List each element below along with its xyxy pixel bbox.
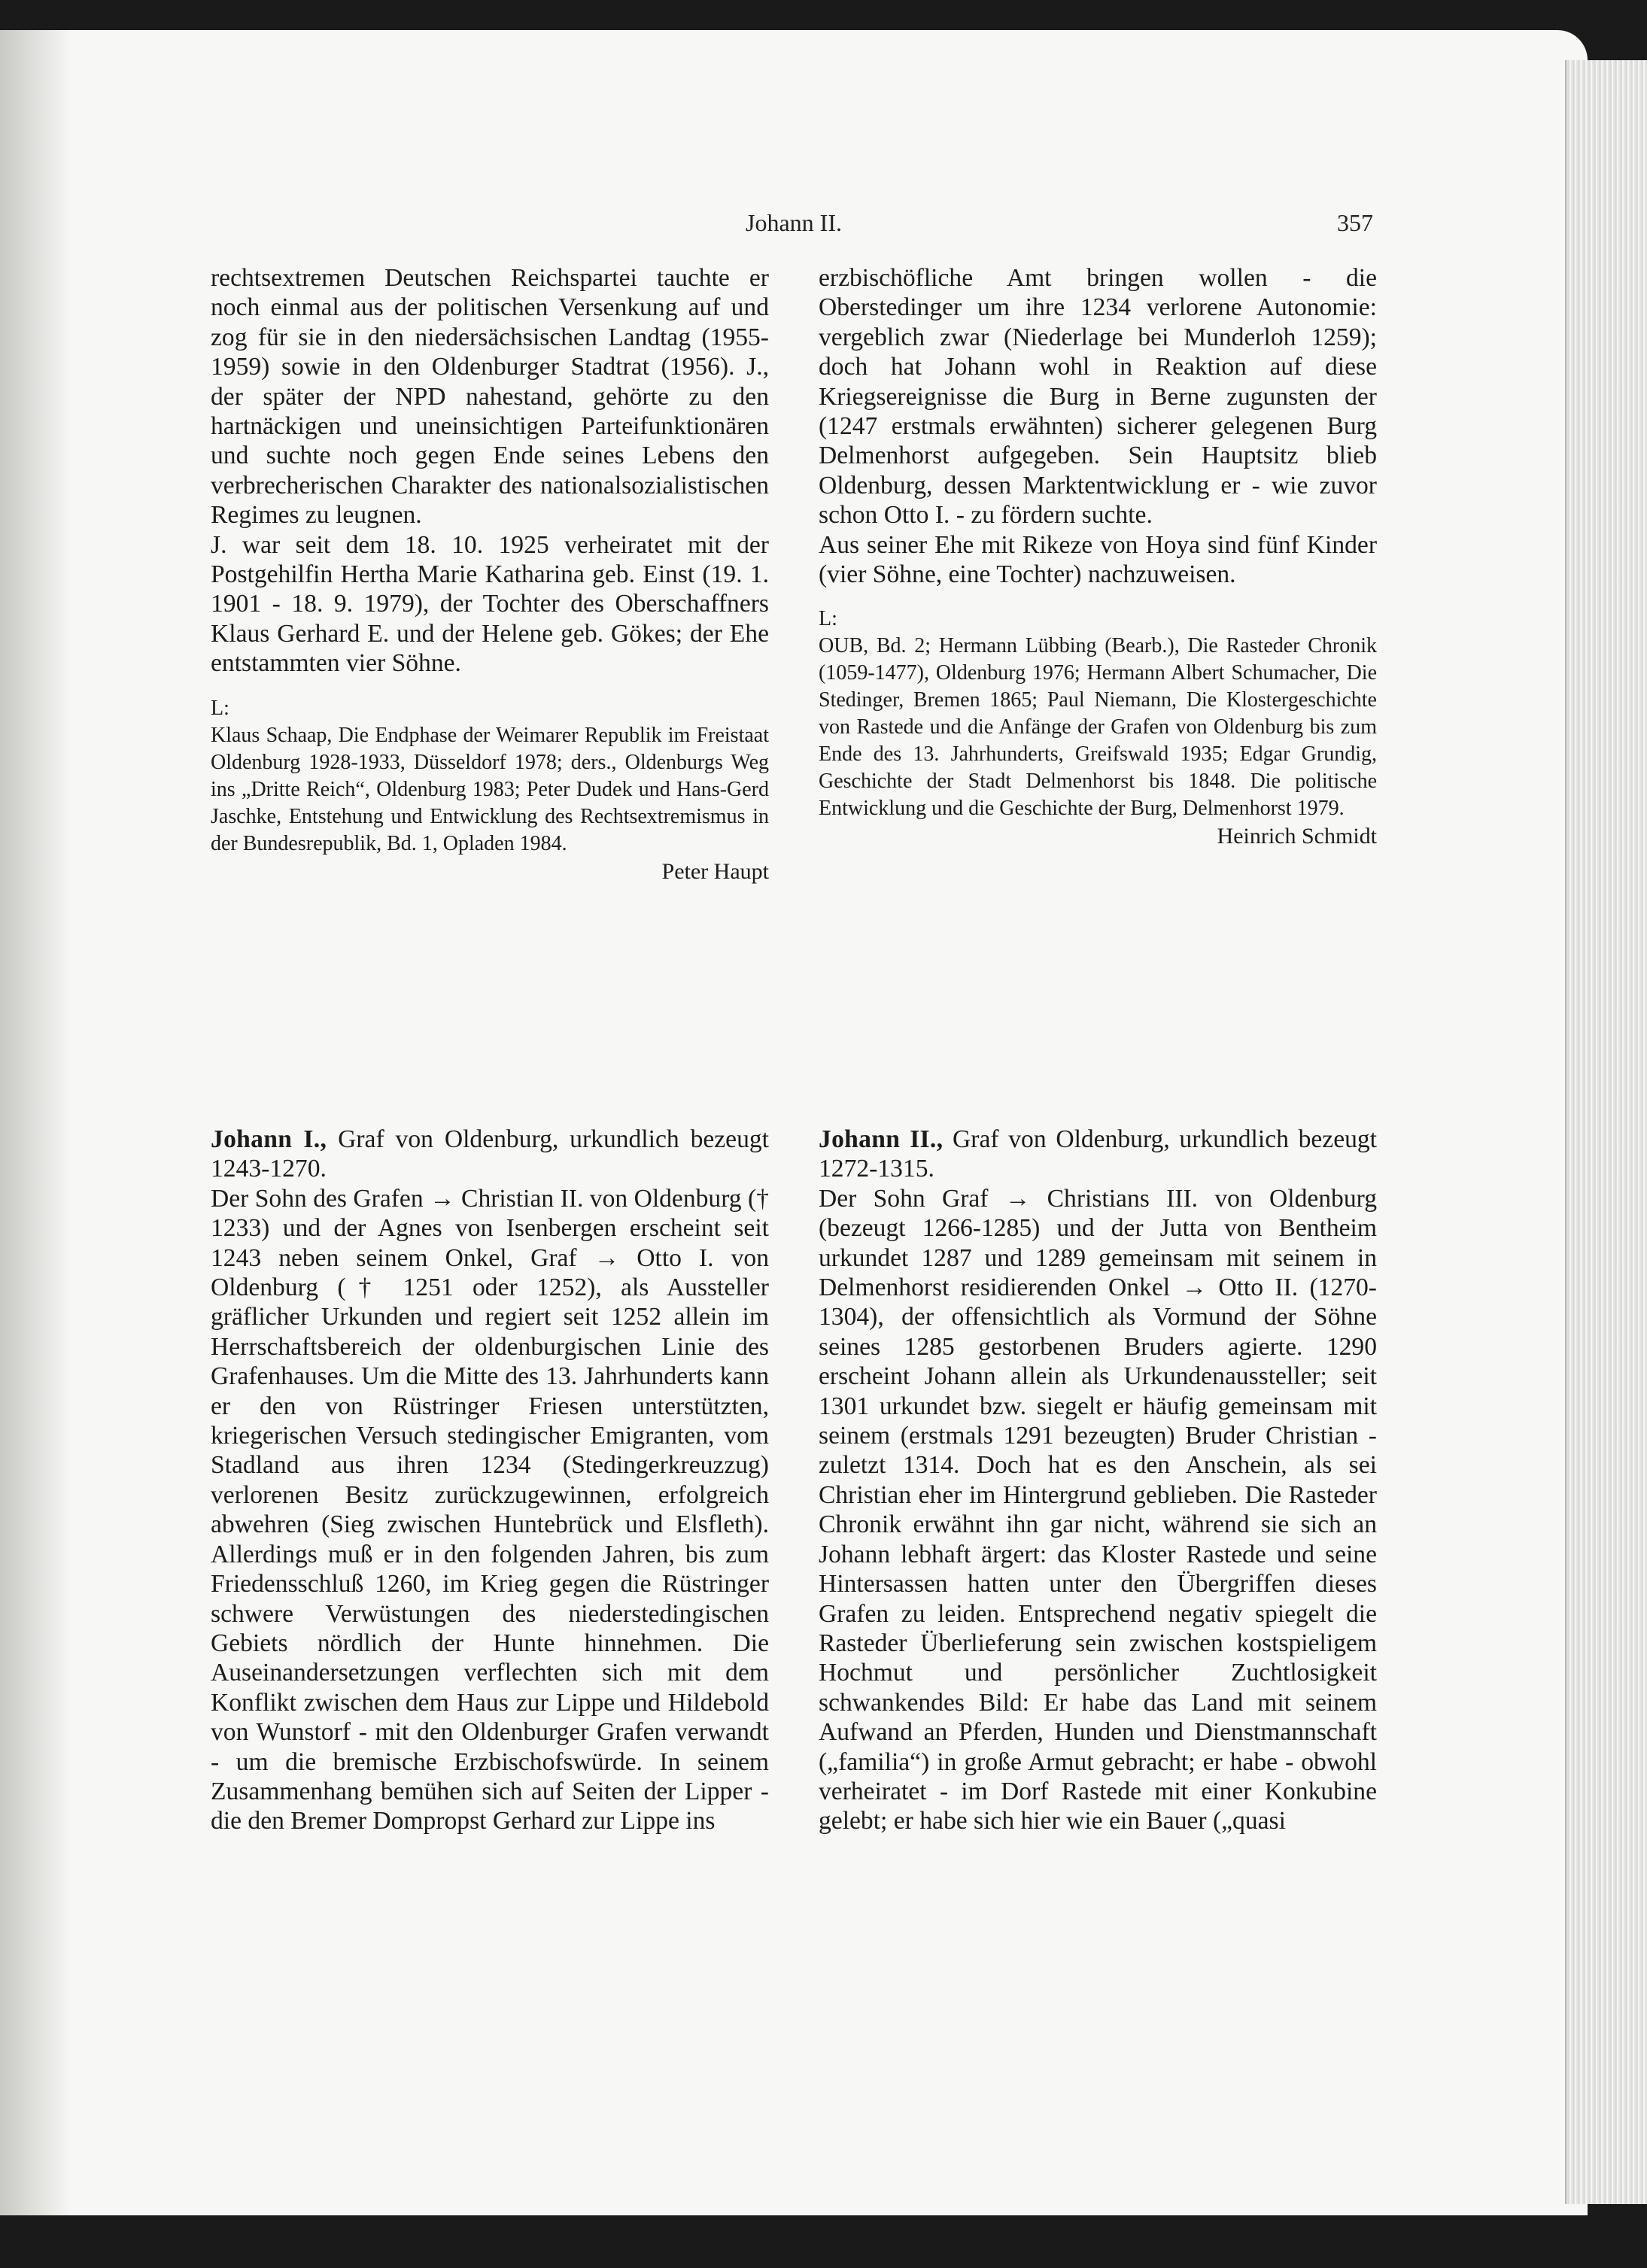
author-signature: Heinrich Schmidt xyxy=(1217,824,1377,849)
entry-heading xyxy=(819,1125,1377,1184)
book-page-edges xyxy=(1565,60,1647,2204)
entry-headword: Johann II., xyxy=(819,1125,944,1153)
paragraph: Aus seiner Ehe mit Rikeze von Hoya sind fünf Kinder (vier Söhne, eine Tochter) nachzuweisen. xyxy=(819,530,1377,589)
page-gutter-shadow xyxy=(0,30,71,2215)
literature-list: Klaus Schaap, Die Endphase der Weimarer Republik im Freistaat Oldenburg 1928-1933, Düsseldorf 1978; ders., Oldenburgs Weg ins „Dritte Reich“, Oldenburg 1983; Peter Dudek und Hans-Gerd Jaschke, Entstehung und Entwicklung des Rechtsextremismus in der Bundesrepublik, Bd. 1, Opladen 1984. xyxy=(211,723,769,855)
literature-label: L: xyxy=(819,607,837,631)
paragraph: J. war seit dem 18. 10. 1925 verheiratet mit der Postgehilfin Hertha Marie Katharina geb. Einst (19. 1. 1901 - 18. 9. 1979), der Tochter des Oberschaffners Klaus Gerhard E. und der Helene geb. Gökes; der Ehe entstammten vier Söhne. xyxy=(211,530,769,678)
entry-headword: Johann I., xyxy=(211,1125,327,1153)
paragraph: rechtsextremen Deutschen Reichspartei tauchte er noch einmal aus der politischen Versenkung auf und zog für sie in den niedersächsischen Landtag (1955-1959) sowie in den Oldenburger Stadtrat (1956). J., der später der NPD nahestand, gehörte zu den hartnäckigen und uneinsichtigen Parteifunktionären und suchte noch gegen Ende seines Lebens den verbrecherischen Charakter des nationalsozialistischen Regimes zu leugnen. xyxy=(211,264,769,530)
paragraph: erzbischöfliche Amt bringen wollen - die Oberstedinger um ihre 1234 verlorene Autonomie: vergeblich zwar (Niederlage bei Munderloh 1259); doch hat Johann wohl in Reaktion auf diese Kriegsereignisse die Burg in Berne zugunsten der (1247 erstmals erwähnten) sicherer gelegenen Burg Delmenhorst aufgegeben. Sein Hauptsitz blieb Oldenburg, dessen Marktentwicklung er - wie zuvor schon Otto I. - zu fördern suchte. xyxy=(819,264,1377,530)
page-number: 357 xyxy=(1337,209,1373,236)
literature-list: OUB, Bd. 2; Hermann Lübbing (Bearb.), Die Rasteder Chronik (1059-1477), Oldenburg 1976; Hermann Albert Schumacher, Die Stedinger, Bremen 1865; Paul Niemann, Die Klostergeschichte von Rastede und die Anfänge der Grafen von Oldenburg bis zum Ende des 13. Jahrhunderts, Greifswald 1935; Edgar Grundig, Geschichte der Stadt Delmenhorst bis 1848. Die politische Entwicklung und die Geschichte der Burg, Delmenhorst 1979. xyxy=(819,634,1377,821)
literature-label: L: xyxy=(211,696,229,720)
author-signature: Peter Haupt xyxy=(661,858,769,884)
entry-body: Der Sohn des Grafen → Christian II. von Oldenburg († 1233) und der Agnes von Isenbergen erscheint seit 1243 neben seinem Onkel, Graf → Otto I. von Oldenburg († 1251 oder 1252), als Aussteller gräflicher Urkunden und regiert seit 1252 allein im Herrschaftsbereich der oldenburgischen Linie des Grafenhauses. Um die Mitte des 13. Jahrhunderts kann er den von Rüstringer Friesen unterstützten, kriegerischen Versuch stedingischer Emigranten, vom Stadland aus ihren 1234 (Stedingerkreuzzug) verlorenen Besitz zurückzugewinnen, erfolgreich abwehren (Sieg zwischen Huntebrück und Elsfleth). Allerdings muß er in den folgenden Jahren, bis zum Friedensschluß 1260, im Krieg gegen die Rüstringer schwere Verwüstungen des niederstedingischen Gebiets nördlich der Hunte hinnehmen. Die Auseinandersetzungen verflechten sich mit dem Konflikt zwischen dem Haus zur Lippe und Hildebold von Wunstorf - mit den Oldenburger Grafen verwandt - um die bremische Erzbischofswürde. In seinem Zusammenhang bemühen sich auf Seiten der Lipper - die den Bremer Dompropst Gerhard zur Lippe ins xyxy=(211,1184,769,1835)
entry-body: Der Sohn Graf → Christians III. von Oldenburg (bezeugt 1266-1285) und der Jutta von Bentheim urkundet 1287 und 1289 gemeinsam mit seinem in Delmenhorst residierenden Onkel → Otto II. (1270-1304), der offensichtlich als Vormund der Söhne seines 1285 gestorbenen Bruders agierte. 1290 erscheint Johann allein als Urkundenaussteller; seit 1301 urkundet bzw. siegelt er häufig gemeinsam mit seinem (erstmals 1291 bezeugten) Bruder Christian - zuletzt 1314. Doch hat es den Anschein, als sei Christian eher im Hintergrund geblieben. Die Rasteder Chronik erwähnt ihn gar nicht, während sie sich an Johann lebhaft ärgert: das Kloster Rastede und seine Hintersassen hatten unter den Übergriffen dieses Grafen zu leiden. Entsprechend negativ spiegelt die Rasteder Überlieferung sein zwischen kostspieligem Hochmut und persönlicher Zuchtlosigkeit schwankendes Bild: Er habe das Land mit seinem Aufwand an Pferden, Hunden und Dienstmannschaft („familia“) in große Armut gebracht; er habe - obwohl verheiratet - im Dorf Rastede mit einer Konkubine gelebt; er habe sich hier wie ein Bauer („quasi xyxy=(819,1184,1377,1835)
running-title: Johann II. xyxy=(746,209,842,236)
left-column-top xyxy=(211,263,769,886)
entry-heading xyxy=(211,1125,769,1184)
right-column-top xyxy=(819,263,1377,851)
right-column-entry xyxy=(819,1125,1377,1836)
entry-subtitle: Graf von Oldenburg, urkundlich bezeugt 1243-1270. xyxy=(211,1125,769,1183)
left-column-entry xyxy=(211,1125,769,1836)
entry-subtitle: Graf von Oldenburg, urkundlich bezeugt 1272-1315. xyxy=(819,1125,1378,1183)
